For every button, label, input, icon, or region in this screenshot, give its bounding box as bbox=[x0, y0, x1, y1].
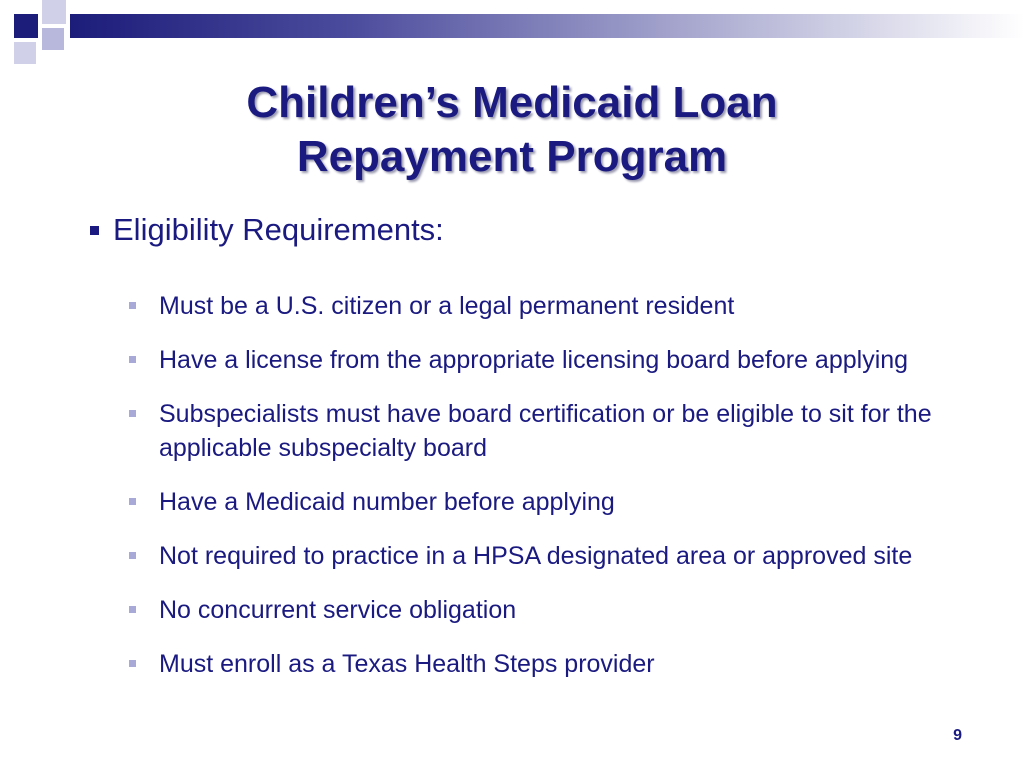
square-bullet-icon bbox=[129, 356, 136, 363]
list-item bbox=[128, 485, 978, 519]
square-bullet-icon bbox=[129, 660, 136, 667]
list-item-text: Must be a U.S. citizen or a legal permanent resident bbox=[159, 292, 735, 320]
corner-square bbox=[42, 28, 64, 50]
square-bullet-icon bbox=[90, 226, 99, 235]
page-number: 9 bbox=[953, 727, 962, 744]
list-item-text: Have a Medicaid number before applying bbox=[159, 488, 615, 516]
title-line-1: Children’s Medicaid Loan bbox=[246, 78, 778, 127]
list-item-text: Subspecialists must have board certification or be eligible to sit for the applicable subspecialty board bbox=[159, 400, 932, 462]
list-item-text: Must enroll as a Texas Health Steps provider bbox=[159, 650, 655, 678]
list-item bbox=[128, 647, 978, 681]
list-item bbox=[128, 593, 978, 627]
list-item bbox=[128, 343, 978, 377]
list-item bbox=[128, 539, 978, 573]
eligibility-heading: Eligibility Requirements: bbox=[113, 212, 444, 247]
list-item-text: No concurrent service obligation bbox=[159, 596, 517, 624]
requirements-list bbox=[128, 289, 978, 701]
header-gradient-bar bbox=[70, 14, 1024, 38]
list-item-text: Have a license from the appropriate licensing board before applying bbox=[159, 346, 909, 374]
square-bullet-icon bbox=[129, 302, 136, 309]
square-bullet-icon bbox=[129, 410, 136, 417]
corner-square bbox=[42, 0, 66, 24]
square-bullet-icon bbox=[129, 606, 136, 613]
square-bullet-icon bbox=[129, 498, 136, 505]
list-item bbox=[128, 289, 978, 323]
slide-title bbox=[0, 76, 1024, 184]
list-item-text: Not required to practice in a HPSA designated area or approved site bbox=[159, 542, 913, 570]
list-item bbox=[128, 397, 978, 465]
title-line-2: Repayment Program bbox=[296, 132, 728, 181]
corner-square bbox=[14, 14, 38, 38]
square-bullet-icon bbox=[129, 552, 136, 559]
corner-square bbox=[14, 42, 36, 64]
level1-bullet bbox=[90, 212, 444, 248]
